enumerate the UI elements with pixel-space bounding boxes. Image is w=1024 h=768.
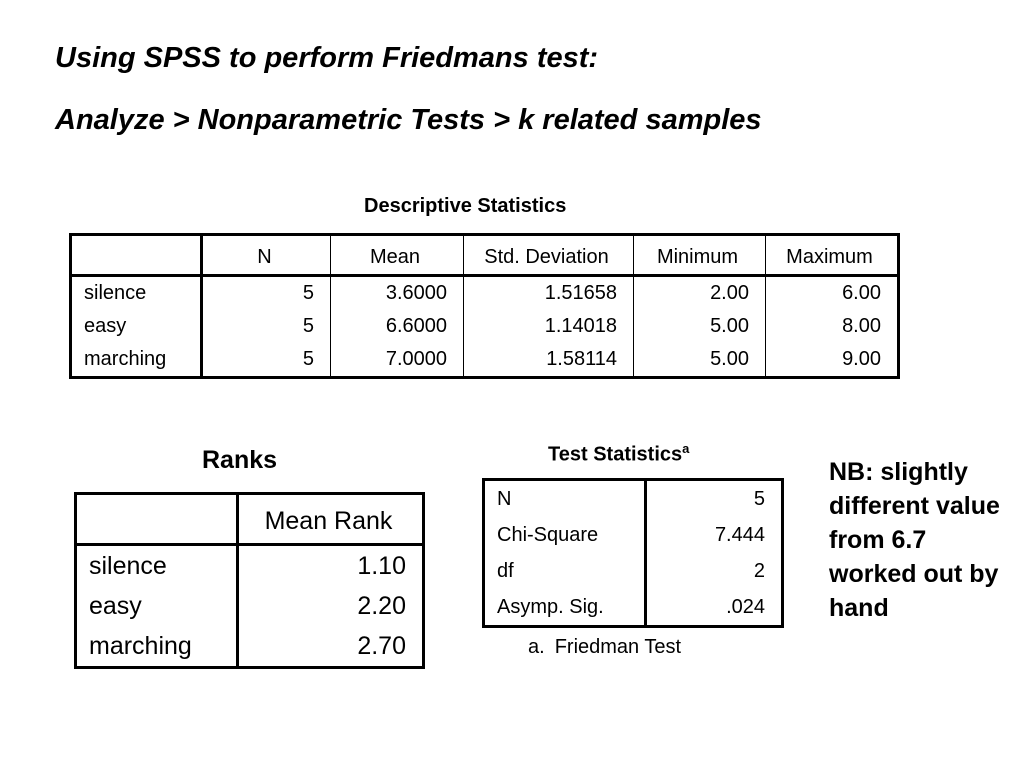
row-label: easy — [76, 586, 238, 626]
column-header-minimum: Minimum — [634, 235, 766, 276]
cell-value: 7.444 — [714, 523, 765, 546]
cell-mean: 3.6000 — [331, 276, 464, 311]
cell-value: .024 — [726, 595, 765, 618]
table-row — [71, 276, 899, 311]
heading-line-2: Analyze > Nonparametric Tests > k related samples — [55, 104, 762, 136]
table-row — [76, 545, 424, 587]
table-row — [71, 343, 899, 378]
heading-line-1: Using SPSS to perform Friedmans test: — [55, 42, 599, 74]
corner-cell — [76, 494, 238, 545]
footnote-marker: a — [682, 441, 690, 456]
table-row — [484, 517, 783, 553]
cell-n: 5 — [202, 276, 331, 311]
cell-n: 5 — [202, 310, 331, 343]
cell-value: 2 — [753, 559, 765, 582]
column-header-n: N — [202, 235, 331, 276]
ranks-title: Ranks — [202, 446, 278, 474]
cell-minimum: 2.00 — [634, 276, 766, 311]
test-statistics-table — [482, 478, 784, 628]
table-row — [71, 310, 899, 343]
table-row — [484, 589, 783, 627]
row-label: df — [484, 553, 646, 589]
table-header-row — [76, 494, 424, 545]
test-statistics-title-text: Test Statistics — [548, 443, 683, 466]
table-row — [76, 626, 424, 668]
nb-note: NB: slightly different value from 6.7 worked out by hand — [829, 458, 1000, 622]
row-label: Asymp. Sig. — [484, 589, 646, 627]
cell-std-deviation: 1.14018 — [464, 310, 634, 343]
table-row — [76, 586, 424, 626]
table-footnote — [528, 636, 681, 659]
corner-cell — [71, 235, 202, 276]
cell-mean: 7.0000 — [331, 343, 464, 378]
cell-std-deviation: 1.58114 — [464, 343, 634, 378]
cell-mean-rank: 2.70 — [357, 631, 406, 660]
cell-mean-rank: 2.20 — [357, 591, 406, 620]
cell-maximum: 9.00 — [842, 348, 881, 370]
cell-n: 5 — [202, 343, 331, 378]
row-label: easy — [71, 310, 202, 343]
row-label: silence — [76, 545, 238, 587]
column-header-maximum: Maximum — [786, 245, 873, 268]
cell-mean-rank: 1.10 — [357, 551, 406, 580]
descriptive-statistics-table — [69, 233, 900, 379]
footnote-text: Friedman Test — [554, 636, 682, 658]
cell-minimum: 5.00 — [634, 310, 766, 343]
ranks-table — [74, 492, 425, 669]
test-statistics-title — [548, 441, 689, 467]
table-header-row — [71, 235, 899, 276]
column-header-mean: Mean — [331, 235, 464, 276]
cell-value: 5 — [753, 487, 765, 510]
cell-maximum: 6.00 — [842, 282, 881, 304]
cell-maximum: 8.00 — [842, 315, 881, 337]
row-label: Chi-Square — [484, 517, 646, 553]
cell-std-deviation: 1.51658 — [464, 276, 634, 311]
table-row — [484, 480, 783, 518]
row-label: marching — [76, 626, 238, 668]
column-header-mean-rank: Mean Rank — [264, 506, 393, 535]
descriptive-statistics-title: Descriptive Statistics — [364, 195, 567, 217]
table-row — [484, 553, 783, 589]
column-header-std-deviation: Std. Deviation — [464, 235, 634, 276]
footnote-letter: a. — [528, 636, 545, 658]
row-label: N — [484, 480, 646, 518]
cell-mean: 6.6000 — [331, 310, 464, 343]
cell-minimum: 5.00 — [634, 343, 766, 378]
row-label: marching — [71, 343, 202, 378]
row-label: silence — [71, 276, 202, 311]
